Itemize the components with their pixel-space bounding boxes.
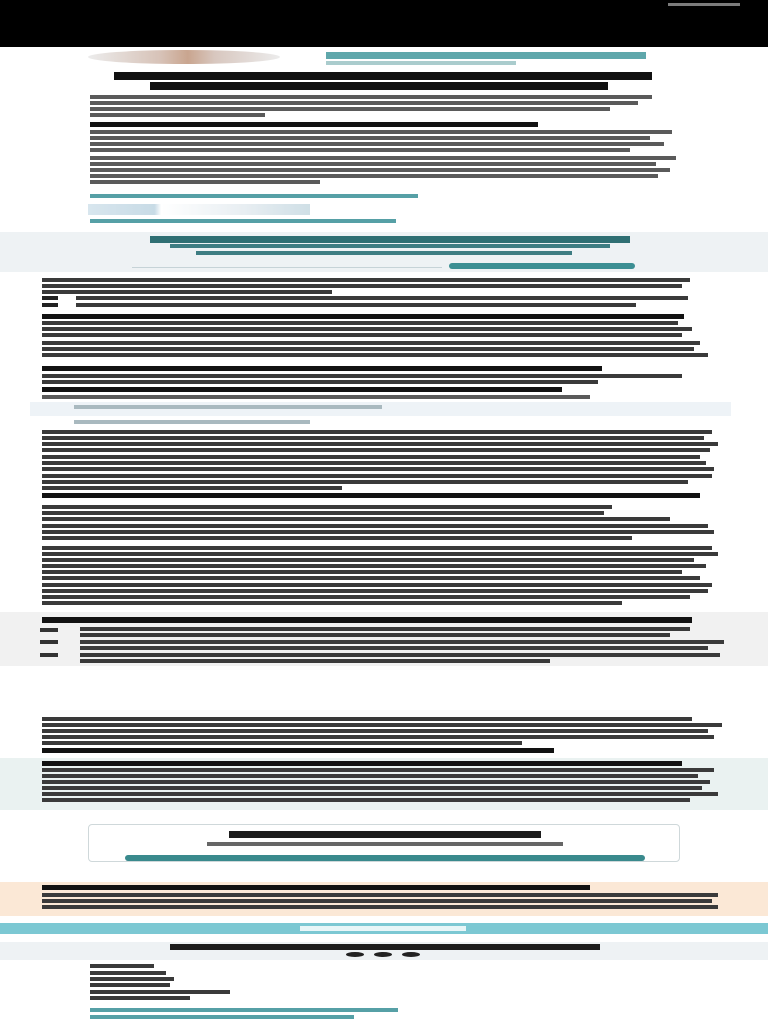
text-line [42,524,708,528]
text-line [90,156,676,160]
author-role [326,61,516,65]
text-line [42,284,682,288]
text-line [42,780,710,784]
related-link[interactable] [90,990,230,994]
numbered-item [80,646,708,650]
related-heading [170,944,600,950]
notice-line [42,899,712,903]
toc-item[interactable] [74,420,310,424]
text-line [42,511,604,515]
text-line [42,530,714,534]
text-line [42,536,632,540]
text-line [42,768,714,772]
author-name[interactable] [326,52,646,59]
text-line [90,162,656,166]
list-bullet [42,303,58,307]
author-avatar [88,50,280,64]
text-line [90,95,652,99]
article-title-line [150,82,608,90]
numbered-item [80,640,724,644]
highlight-band [0,758,768,810]
subscribe-heading-line [150,236,630,243]
related-link[interactable] [90,1008,398,1012]
text-line [42,786,702,790]
text-line [42,546,712,550]
section-heading [42,366,602,371]
text-line [42,347,694,351]
text-line [42,327,692,331]
numbered-section-heading-line [42,617,692,623]
related-link[interactable] [90,1015,354,1019]
notice-line [42,905,718,909]
text-line [42,735,714,739]
text-line [42,792,718,796]
subscribe-subheading-line [196,251,572,255]
text-line [42,374,682,378]
text-line [42,333,682,337]
notice-heading-line [42,885,590,890]
text-line [42,380,598,384]
text-line [90,142,664,146]
text-line [42,558,694,562]
carousel-dot[interactable] [346,952,364,957]
text-line [42,480,688,484]
text-line [42,601,622,605]
text-line [90,101,638,105]
text-line [42,570,682,574]
start-test-button[interactable] [125,855,645,861]
read-also-label-line [300,926,466,931]
text-line [42,467,714,471]
text-line [90,107,610,111]
notice-band [0,882,768,916]
numbered-item [80,653,720,657]
text-line [42,741,522,745]
text-line [42,723,722,727]
text-line [42,798,690,802]
text-line [90,122,538,127]
carousel-dots [346,952,422,958]
read-also-bar[interactable] [0,923,768,934]
carousel-dot[interactable] [402,952,420,957]
text-line [42,774,698,778]
toc-item[interactable] [74,405,382,409]
text-line [42,474,712,478]
text-line [42,517,670,521]
related-link[interactable] [90,964,154,968]
section-heading [42,314,684,319]
related-link[interactable] [90,977,174,981]
text-line [90,180,320,184]
text-line [90,174,658,178]
text-line [42,486,342,490]
subscribe-subheading-line [170,244,610,248]
text-line [42,321,678,325]
numbered-item [80,627,690,631]
text-line [42,461,706,465]
numbered-item [80,633,670,637]
show-more-link[interactable] [90,194,418,198]
section-heading [42,387,562,392]
test-title [229,831,541,838]
text-line [42,576,700,580]
related-link[interactable] [90,983,170,987]
subscribe-button[interactable] [449,263,635,269]
list-bullet [42,296,58,300]
text-line [42,430,712,434]
text-line [42,564,706,568]
text-line [42,729,708,733]
section-heading [42,748,554,753]
thumbnail-caption[interactable] [90,219,396,223]
top-bar [0,0,768,47]
list-item [76,303,636,307]
list-number [40,628,58,632]
text-line [90,148,630,152]
text-line [90,168,670,172]
notice-line [42,893,718,897]
text-line [42,583,712,587]
text-line [42,290,332,294]
text-line [42,717,692,721]
top-bar-indicator [668,3,740,6]
text-line [42,505,612,509]
text-line [42,552,718,556]
text-line [90,136,650,140]
author-block [88,50,673,68]
text-line [42,442,718,446]
test-card [88,824,680,862]
text-line [42,595,690,599]
list-item [76,296,688,300]
text-line [42,436,704,440]
numbered-item [80,659,550,663]
text-line [90,130,672,134]
article-thumbnail[interactable] [88,204,310,215]
list-number [40,653,58,657]
article-title-line [114,72,652,80]
test-subtitle [207,842,563,846]
related-link[interactable] [90,971,166,975]
section-heading [42,493,700,498]
text-line [42,448,710,452]
text-line [42,278,690,282]
section-heading [42,761,682,766]
text-line [42,395,590,399]
text-line [42,455,700,459]
table-of-contents [30,402,731,416]
text-line [42,341,700,345]
carousel-dot[interactable] [374,952,392,957]
text-line [90,113,265,117]
text-line [42,353,708,357]
email-input[interactable] [132,263,442,268]
related-link[interactable] [90,996,190,1000]
list-number [40,640,58,644]
text-line [42,589,708,593]
